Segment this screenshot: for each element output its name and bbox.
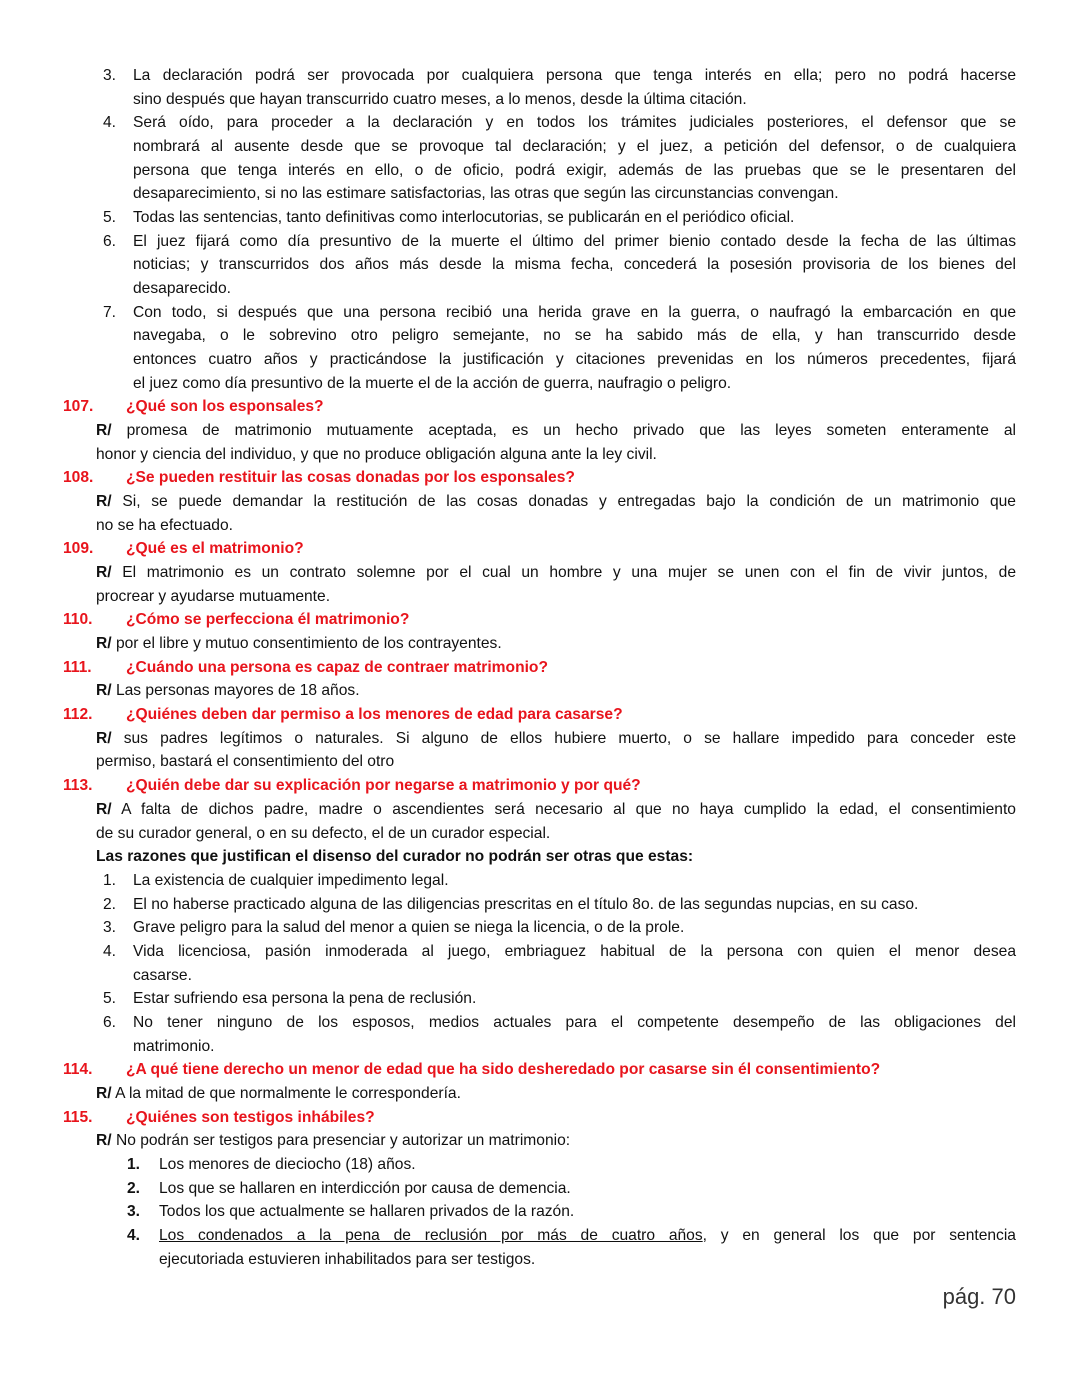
question-heading: [0, 774, 1080, 798]
answer-label: R/: [96, 422, 112, 440]
line-text: entonces cuatro años y practicándose la justificación y citaciones prevenidas en los números precedentes, fijará: [133, 351, 1016, 369]
line-text: desaparecimiento, si no las estimare satisfactorias, las otras que según las circunstancias convengan.: [133, 185, 839, 203]
item-number: 112.: [63, 706, 93, 724]
line-text: [96, 845, 1016, 869]
answer-text: [0, 1082, 1080, 1106]
line-text: honor y ciencia del individuo, y que no produce obligación alguna ante la ley civil.: [96, 445, 657, 463]
answer-label: R/: [96, 493, 112, 511]
question-heading: [0, 1106, 1080, 1130]
item-number: 4.: [103, 942, 117, 960]
line-text: permiso, bastará el consentimiento del otro: [96, 753, 395, 771]
list-item: [0, 253, 1080, 277]
line-text: matrimonio.: [133, 1037, 215, 1055]
line-text: nombrará al ausente desde que se provoque tal declaración; y el juez, a petición del defensor, o de cualquiera: [133, 138, 1016, 156]
line-text: Vida licenciosa, pasión inmoderada al juego, embriaguez habitual de la persona con quien el menor desea: [133, 942, 1016, 960]
answer-text: [0, 514, 1080, 538]
witness-item: [0, 1153, 1080, 1177]
item-number: 113.: [63, 777, 93, 795]
line-text: Grave peligro para la salud del menor a quien se niega la licencia, o de la prole.: [133, 919, 685, 937]
item-number: 2.: [127, 1179, 141, 1197]
line-text: R/ A falta de dichos padre, madre o ascendientes será necesario al que no haya cumplido la edad, el consentimiento: [96, 800, 1016, 818]
line-text: [126, 703, 1016, 727]
question-text: ¿A qué tiene derecho un menor de edad que ha sido desheredado por casarse sin él consentimiento?: [126, 1061, 881, 1079]
reason-item: [0, 1035, 1080, 1059]
item-number: 110.: [63, 611, 93, 629]
line-text: R/ El matrimonio es un contrato solemne por el cual un hombre y una mujer se unen con el fin de vivir juntos, de: [96, 564, 1016, 582]
line-text: [126, 1058, 1016, 1082]
list-item: [0, 64, 1080, 88]
question-text: ¿Qué es el matrimonio?: [126, 540, 304, 558]
item-number: 6.: [103, 1013, 117, 1031]
line-text: El juez fijará como día presuntivo de la muerte el último del primer bienio contado desde la fecha de las últimas: [133, 232, 1016, 250]
line-text: Los condenados a la pena de reclusión por más de cuatro años, y en general los que por sentencia: [159, 1226, 1016, 1244]
question-text: ¿Qué son los esponsales?: [126, 398, 324, 416]
witness-item: [0, 1200, 1080, 1224]
line-text: La declaración podrá ser provocada por cualquiera persona que tenga interés en ella; pero no podrá hacerse: [133, 67, 1016, 84]
item-number: 4.: [103, 114, 117, 132]
question-text: ¿Cuándo una persona es capaz de contraer matrimonio?: [126, 658, 548, 676]
question-text: ¿Cómo se perfecciona él matrimonio?: [126, 611, 410, 629]
list-item: [0, 206, 1080, 230]
answer-label: R/: [96, 1132, 112, 1150]
line-text: Todos los que actualmente se hallaren privados de la razón.: [159, 1203, 575, 1221]
answer-text: [0, 632, 1080, 656]
line-text: R/ No podrán ser testigos para presenciar y autorizar un matrimonio:: [96, 1132, 571, 1150]
line-text: Con todo, si después que una persona recibió una herida grave en la guerra, o naufragó la embarcación en que: [133, 303, 1016, 321]
underlined-text: Los condenados a la pena de reclusión por más de cuatro años: [159, 1226, 703, 1244]
item-number: 3.: [103, 919, 117, 937]
line-text: navegaba, o le sobrevino otro peligro semejante, no se ha sabido más de ella, y han transcurrido desde: [133, 327, 1016, 345]
witness-item: [0, 1248, 1080, 1272]
answer-label: R/: [96, 682, 112, 700]
line-text: no se ha efectuado.: [96, 516, 233, 534]
item-number: 115.: [63, 1108, 93, 1126]
line-text: No tener ninguno de los esposos, medios actuales para el competente desempeño de las obligaciones del: [133, 1013, 1016, 1031]
reason-item: [0, 987, 1080, 1011]
line-text: R/ sus padres legítimos o naturales. Si alguno de ellos hubiere muerto, o se hallare impedido para conceder este: [96, 729, 1016, 747]
question-heading: [0, 395, 1080, 419]
list-item: [0, 230, 1080, 254]
line-text: de su curador general, o en su defecto, el de un curador especial.: [96, 824, 551, 842]
line-text: Estar sufriendo esa persona la pena de reclusión.: [133, 990, 477, 1008]
question-heading: [0, 703, 1080, 727]
item-number: 2.: [103, 895, 117, 913]
item-number: 109.: [63, 540, 94, 558]
page-number: pág. 70: [942, 1284, 1016, 1309]
question-heading: [0, 656, 1080, 680]
question-text: ¿Se pueden restituir las cosas donadas por los esponsales?: [126, 469, 575, 487]
line-text: La existencia de cualquier impedimento legal.: [133, 871, 449, 889]
line-text: el juez como día presuntivo de la muerte el de la acción de guerra, naufragio o peligro.: [133, 374, 732, 392]
item-number: 111.: [63, 658, 92, 676]
item-number: 5.: [103, 209, 117, 227]
item-number: 1.: [103, 871, 117, 889]
subheading-line: [0, 845, 1080, 869]
question-text: ¿Quién debe dar su explicación por negarse a matrimonio y por qué?: [126, 777, 641, 795]
line-text: Será oído, para proceder a la declaración y en todos los trámites judiciales posteriores, el defensor que se: [133, 114, 1016, 132]
item-number: 3.: [127, 1203, 141, 1221]
list-item: [0, 372, 1080, 396]
list-item: [0, 301, 1080, 325]
answer-text: [0, 822, 1080, 846]
reason-item: [0, 869, 1080, 893]
item-number: 4.: [127, 1226, 141, 1244]
line-text: [126, 537, 1016, 561]
question-text: ¿Quiénes deben dar permiso a los menores de edad para casarse?: [126, 706, 623, 724]
answer-text: [0, 419, 1080, 443]
list-item: [0, 111, 1080, 135]
answer-text: [0, 798, 1080, 822]
subheading: Las razones que justifican el disenso del curador no podrán ser otras que estas:: [96, 848, 694, 866]
item-number: 5.: [103, 990, 117, 1008]
line-text: El no haberse practicado alguna de las diligencias prescritas en el título 8o. de las segundas nupcias, en su caso.: [133, 895, 919, 913]
document-page: [0, 64, 1080, 1271]
item-number: 108.: [63, 469, 94, 487]
line-text: ejecutoriada estuvieren inhabilitados para ser testigos.: [159, 1250, 536, 1268]
question-heading: [0, 537, 1080, 561]
line-text: R/ A la mitad de que normalmente le correspondería.: [96, 1084, 461, 1102]
line-text: R/ por el libre y mutuo consentimiento de los contrayentes.: [96, 635, 502, 653]
list-item: [0, 135, 1080, 159]
reason-item: [0, 893, 1080, 917]
answer-text: [0, 490, 1080, 514]
list-item: [0, 277, 1080, 301]
line-text: [126, 466, 1016, 490]
reason-item: [0, 1011, 1080, 1035]
answer-label: R/: [96, 729, 112, 747]
line-text: R/ promesa de matrimonio mutuamente aceptada, es un hecho privado que las leyes someten enteramente al: [96, 422, 1016, 440]
line-text: R/ Si, se puede demandar la restitución de las cosas donadas y entregadas bajo la condición de un matrimonio que: [96, 493, 1016, 511]
item-number: 107.: [63, 398, 94, 416]
line-text: [126, 656, 1016, 680]
answer-text: [0, 585, 1080, 609]
line-text: Los menores de dieciocho (18) años.: [159, 1155, 416, 1173]
list-item: [0, 88, 1080, 112]
line-text: Todas las sentencias, tanto definitivas como interlocutorias, se publicarán en el periódico oficial.: [133, 209, 795, 227]
witness-item: [0, 1224, 1080, 1248]
reason-item: [0, 964, 1080, 988]
list-item: [0, 324, 1080, 348]
line-text: casarse.: [133, 966, 192, 984]
line-text: [126, 1106, 1016, 1130]
answer-label: R/: [96, 800, 112, 818]
line-text: procrear y ayudarse mutuamente.: [96, 587, 331, 605]
line-text: persona que tenga interés en ello, o de oficio, podrá exigir, además de las pruebas que se le presentaren del: [133, 161, 1016, 179]
question-text: ¿Quiénes son testigos inhábiles?: [126, 1108, 375, 1126]
item-number: 3.: [103, 67, 117, 84]
answer-text: [0, 561, 1080, 585]
answer-text: [0, 443, 1080, 467]
answer-label: R/: [96, 564, 112, 582]
reason-item: [0, 916, 1080, 940]
answer-text: [0, 727, 1080, 751]
line-text: noticias; y transcurridos dos años más desde la misma fecha, concederá la posesión provisoria de los bienes del: [133, 256, 1016, 274]
line-text: [126, 395, 1016, 419]
answer-text: [0, 1129, 1080, 1153]
line-text: desaparecido.: [133, 280, 231, 298]
list-item: [0, 182, 1080, 206]
answer-text: [0, 679, 1080, 703]
question-heading: [0, 608, 1080, 632]
item-number: 6.: [103, 232, 117, 250]
list-item: [0, 348, 1080, 372]
line-text: [126, 608, 1016, 632]
item-number: 1.: [127, 1155, 141, 1173]
list-item: [0, 159, 1080, 183]
reason-item: [0, 940, 1080, 964]
item-number: 114.: [63, 1061, 93, 1079]
line-text: sino después que hayan transcurrido cuatro meses, a lo menos, desde la última citación.: [133, 90, 747, 108]
line-text: Los que se hallaren en interdicción por causa de demencia.: [159, 1179, 571, 1197]
answer-label: R/: [96, 1084, 112, 1102]
question-heading: [0, 1058, 1080, 1082]
line-text: [126, 774, 1016, 798]
answer-label: R/: [96, 635, 112, 653]
question-heading: [0, 466, 1080, 490]
item-number: 7.: [103, 303, 117, 321]
answer-text: [0, 750, 1080, 774]
line-text: R/ Las personas mayores de 18 años.: [96, 682, 360, 700]
witness-item: [0, 1177, 1080, 1201]
